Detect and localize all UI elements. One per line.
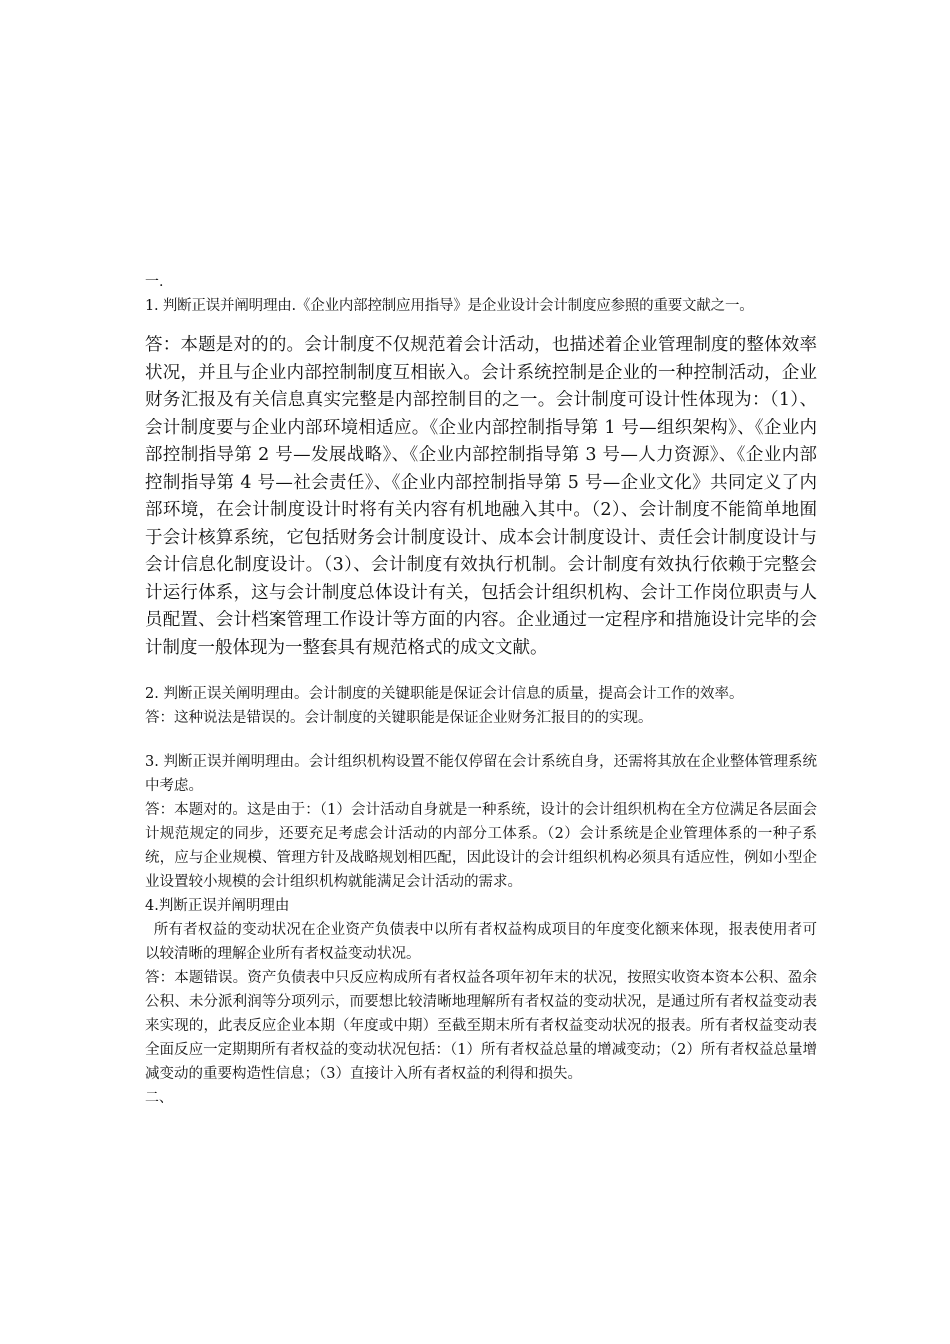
question-1: 1. 判断正误并阐明理由.《企业内部控制应用指导》是企业设计会计制度应参照的重要文献之一。 xyxy=(145,298,754,314)
document-body xyxy=(145,270,817,1110)
answer-3: 答：本题对的。这是由于：（1）会计活动自身就是一种系统，设计的会计组织机构在全方位满足各层面会计规范规定的同步，还要充足考虑会计活动的内部分工体系。（2）会计系统是企业管理体系的一种子系统，应与企业规模、管理方针及战略规划相匹配，因此设计的会计组织机构必须具有适应性，例如小型企业设置较小规模的会计组织机构就能满足会计活动的需求。 xyxy=(145,802,817,890)
section-one-label: 一. xyxy=(145,274,164,290)
question-4-statement: 所有者权益的变动状况在企业资产负债表中以所有者权益构成项目的年度变化额来体现，报表使用者可以较清晰的理解企业所有者权益变动状况。 xyxy=(145,922,817,962)
section-two-label: 二、 xyxy=(145,1090,173,1106)
answer-1: 答：本题是对的的。会计制度不仅规范着会计活动，也描述着企业管理制度的整体效率状况，并且与企业内部控制制度互相嵌入。会计系统控制是企业的一种控制活动，企业财务汇报及有关信息真实完整是内部控制目的之一。会计制度可设计性体现为：（1）、会计制度要与企业内部环境相适应。《企业内部控制指导第 1 号—组织架构》、《企业内部控制指导第 2 号—发展战略》、《企业内部控制指导第 3 号—人力资源》、《企业内部控制指导第 4 号—社会责任》、《企业内部控制指导第 5 号—企业文化》共同定义了内部环境，在会计制度设计时将有关内容有机地融入其中。（2）、会计制度不能简单地囿于会计核算系统，它包括财务会计制度设计、成本会计制度设计、责任会计制度设计与会计信息化制度设计。（3）、会计制度有效执行机制。会计制度有效执行依赖于完整会计运行体系，这与会计制度总体设计有关，包括会计组织机构、会计工作岗位职责与人员配置、会计档案管理工作设计等方面的内容。企业通过一定程序和措施设计完毕的会计制度一般体现为一整套具有规范格式的成文文献。 xyxy=(145,335,817,658)
spacer xyxy=(145,662,817,682)
question-2: 2. 判断正误关阐明理由。会计制度的关键职能是保证会计信息的质量，提高会计工作的效率。 xyxy=(145,686,744,702)
question-3: 3. 判断正误并阐明理由。会计组织机构设置不能仅停留在会计系统自身，还需将其放在企业整体管理系统中考虑。 xyxy=(145,754,817,794)
spacer xyxy=(145,318,817,332)
spacer xyxy=(145,730,817,750)
question-4: 4.判断正误并阐明理由 xyxy=(145,898,290,914)
answer-2: 答：这种说法是错误的。会计制度的关键职能是保证企业财务汇报目的的实现。 xyxy=(145,710,653,726)
answer-4: 答：本题错误。资产负债表中只反应构成所有者权益各项年初年末的状况，按照实收资本资本公积、盈余公积、未分派利润等分项列示，而要想比较清晰地理解所有者权益的变动状况，是通过所有者权益变动表来实现的，此表反应企业本期（年度或中期）至截至期末所有者权益变动状况的报表。所有者权益变动表全面反应一定期期所有者权益的变动状况包括：（1）所有者权益总量的增减变动；（2）所有者权益总量增减变动的重要构造性信息；（3）直接计入所有者权益的利得和损失。 xyxy=(145,970,817,1082)
